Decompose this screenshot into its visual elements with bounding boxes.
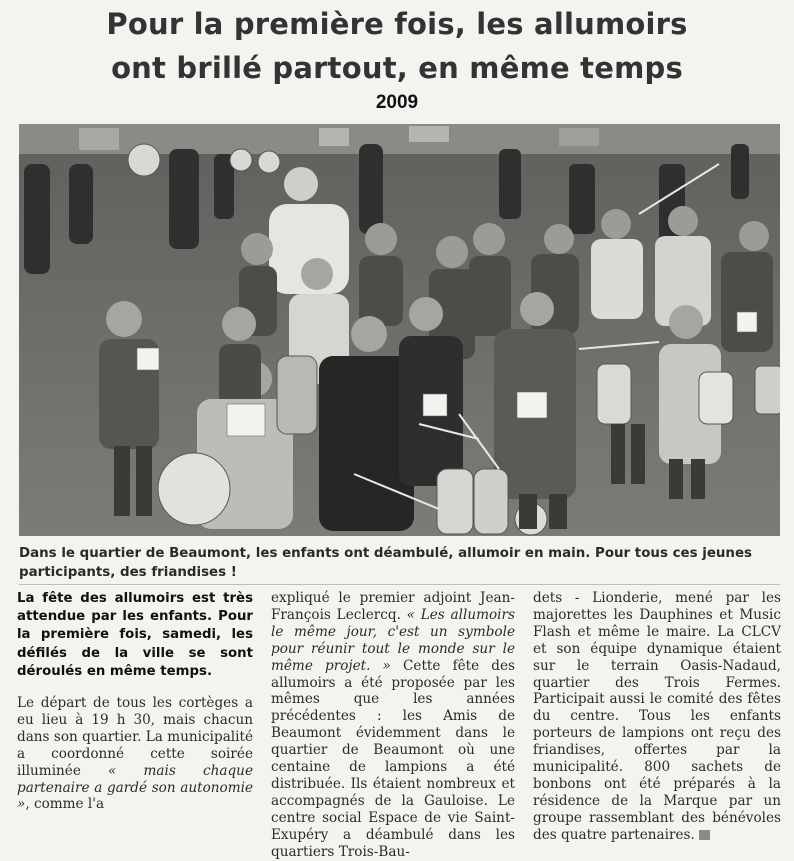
children-with-lanterns-illustration xyxy=(19,124,780,536)
article-column-1 xyxy=(17,590,253,813)
caption-divider xyxy=(19,584,780,585)
article-column-3 xyxy=(533,590,781,844)
column-2-text xyxy=(271,590,515,861)
news-photo xyxy=(19,124,780,536)
photo-caption: Dans le quartier de Beaumont, les enfants ont déambulé, allumoir en main. Pour tous ces jeunes participants, des friandises ! xyxy=(19,546,753,580)
headline-line-1: Pour la première fois, les allumoirs xyxy=(106,7,688,41)
article-year: 2009 xyxy=(375,92,419,113)
article-lead: La fête des allumoirs est très attendue par les enfants. Pour la première fois, samedi, les défilés de la ville se sont déroulés en même temps. xyxy=(17,591,253,679)
column-1-text xyxy=(17,695,253,813)
column-1-body: Le départ de tous les cortèges a eu lieu à 19 h 30, mais chacun dans son quartier. La municipalité a coordonné cette soirée illuminée xyxy=(17,695,253,779)
column-3-text xyxy=(533,590,781,844)
column-2-body-end: Cette fête des allumoirs a été proposée par les mêmes que les années précédentes : les Amis de Beaumont évidemment dans le quartier de Beaumont où une centaine de lampions a été distribuée. Ils étaient nombreux et accompagnés de la Gauloise. Le centre social Espace de vie Saint-Exupéry a déambulé dans les quartiers Trois-Bau- xyxy=(271,657,516,860)
column-3-body: dets - Lionderie, mené par les majorettes les Dauphines et Music Flash et même le maire. La CLCV et son équipe dynamique étaient sur le terrain Oasis-Nadaud, quartier des Trois Fermes. Participait aussi le comité des fêtes du centre. Tous les enfants porteurs de lampions ont reçu des friandises, offertes par la municipalité. 800 sachets de bonbons ont été préparés à la résidence de la Marque par un groupe rassemblant des bénévoles des quatre partenaires. xyxy=(533,590,781,843)
headline-line-2: ont brillé partout, en même temps xyxy=(111,51,683,85)
column-1-body-end: , comme l'a xyxy=(25,796,105,813)
column-2-quote: « Les allumoirs le même jour, c'est un symbole pour réunir tout le monde sur le même projet. » xyxy=(271,606,515,674)
end-of-article-square-icon xyxy=(699,830,710,840)
column-1-quote: « mais chaque partenaire a gardé son autonomie » xyxy=(17,762,253,813)
article-column-2 xyxy=(271,590,515,861)
article-headline xyxy=(0,2,794,90)
column-2-body: expliqué le premier adjoint Jean-François Leclercq. xyxy=(271,590,515,623)
